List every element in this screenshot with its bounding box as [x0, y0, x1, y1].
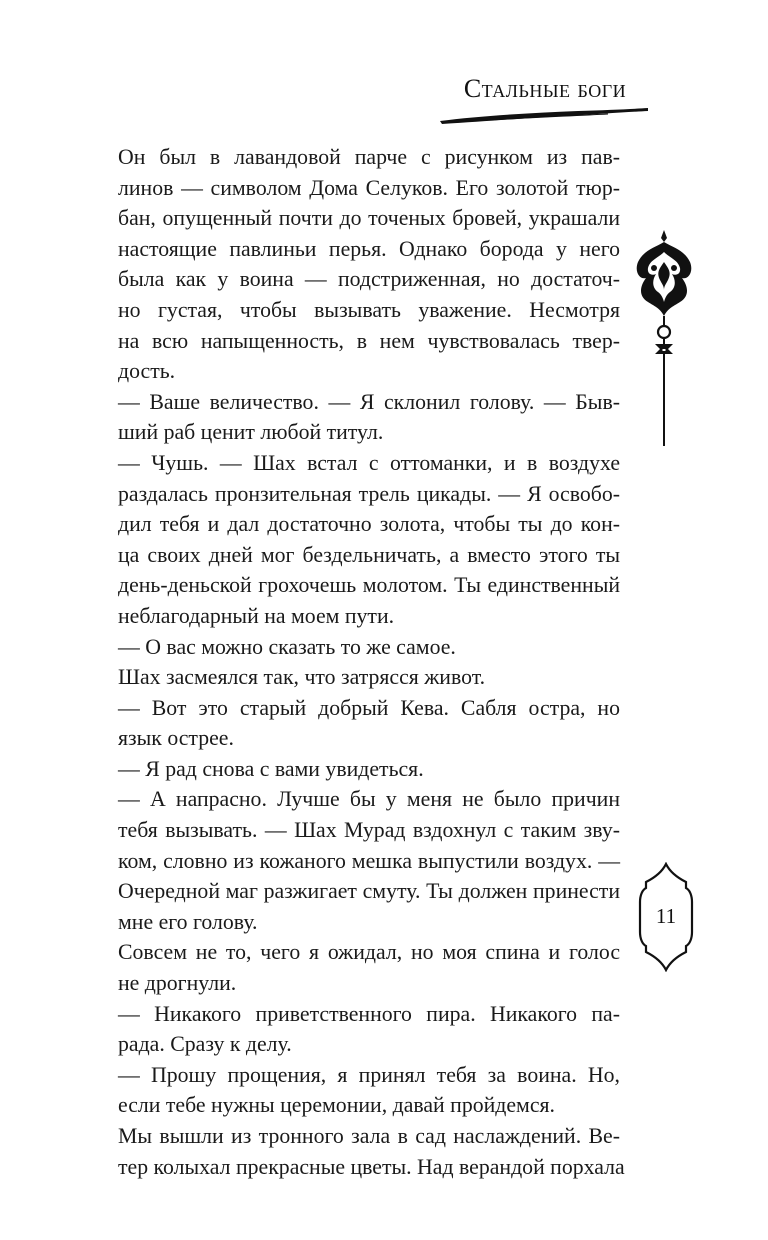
text-line: но густая, чтобы вызывать уважение. Несмотря — [118, 297, 620, 322]
running-header-title: Стальные боги — [463, 74, 627, 103]
ornamental-motif-icon — [632, 228, 696, 448]
text-line: ший раб ценит любой титул. — [118, 420, 384, 445]
text-line: — Я рад снова с вами увидеться. — [118, 756, 424, 781]
text-line: — А напрасно. Лучше бы у меня не было причин — [118, 787, 620, 812]
text-line: дость. — [118, 359, 176, 384]
body-text — [118, 142, 625, 1182]
text-line: настоящие павлиньи перья. Однако борода у него — [118, 236, 620, 261]
page-number: 11 — [655, 904, 677, 928]
text-line: — Чушь. — Шах встал с оттоманки, и в воздухе — [118, 450, 620, 475]
text-line: Очередной маг разжигает смуту. Ты должен принести — [118, 879, 620, 904]
text-line: — Никакого приветственного пира. Никакого па- — [118, 1001, 620, 1026]
text-line: Шах засмеялся так, что затрясся живот. — [118, 665, 486, 690]
text-line: — Ваше величество. — Я склонил голову. — Быв- — [118, 389, 620, 414]
text-line: бан, опущенный почти до точеных бровей, украшали — [118, 206, 620, 231]
text-line: тер колыхал прекрасные цветы. Над верандой порхала — [118, 1154, 625, 1179]
text-line: ком, словно из кожаного мешка выпустили воздух. — — [118, 848, 620, 873]
text-line: — Вот это старый добрый Кева. Сабля остра, но — [118, 695, 620, 720]
text-line: дил тебя и дал достаточно золота, чтобы ты до кон- — [118, 512, 620, 537]
brush-stroke-divider — [438, 104, 650, 126]
text-line: Он был в лавандовой парче с рисунком из пав- — [118, 145, 620, 169]
text-line: на всю напыщенность, в нем чувствовалась твер- — [118, 328, 620, 353]
text-line: не дрогнули. — [118, 971, 237, 996]
text-line: была как у воина — подстриженная, но достаточ- — [118, 267, 620, 292]
text-line: неблагодарный на моем пути. — [118, 603, 395, 628]
text-line: ца своих дней мог бездельничать, а вместо этого ты — [118, 542, 620, 567]
text-line: — О вас можно сказать то же самое. — [118, 634, 456, 659]
text-line: Мы вышли из тронного зала в сад наслаждений. Ве- — [118, 1124, 620, 1148]
text-line: — Прошу прощения, я принял тебя за воина. Но, — [118, 1062, 620, 1087]
text-line: язык острее. — [118, 726, 234, 751]
text-line: раздалась пронзительная трель цикады. — Я освобо- — [118, 481, 620, 506]
text-line: если тебе нужны церемонии, давай пройдемся. — [118, 1093, 555, 1118]
text-line: Совсем не то, чего я ожидал, но моя спина и голос — [118, 940, 620, 965]
text-line: день-деньской грохочешь молотом. Ты единственный — [118, 573, 620, 598]
text-line: линов — символом Дома Селуков. Его золотой тюр- — [118, 175, 620, 200]
text-line: тебя вызывать. — Шах Мурад вздохнул с таким зву- — [118, 818, 620, 843]
text-line: рада. Сразу к делу. — [118, 1032, 292, 1057]
text-line: мне его голову. — [118, 909, 258, 934]
